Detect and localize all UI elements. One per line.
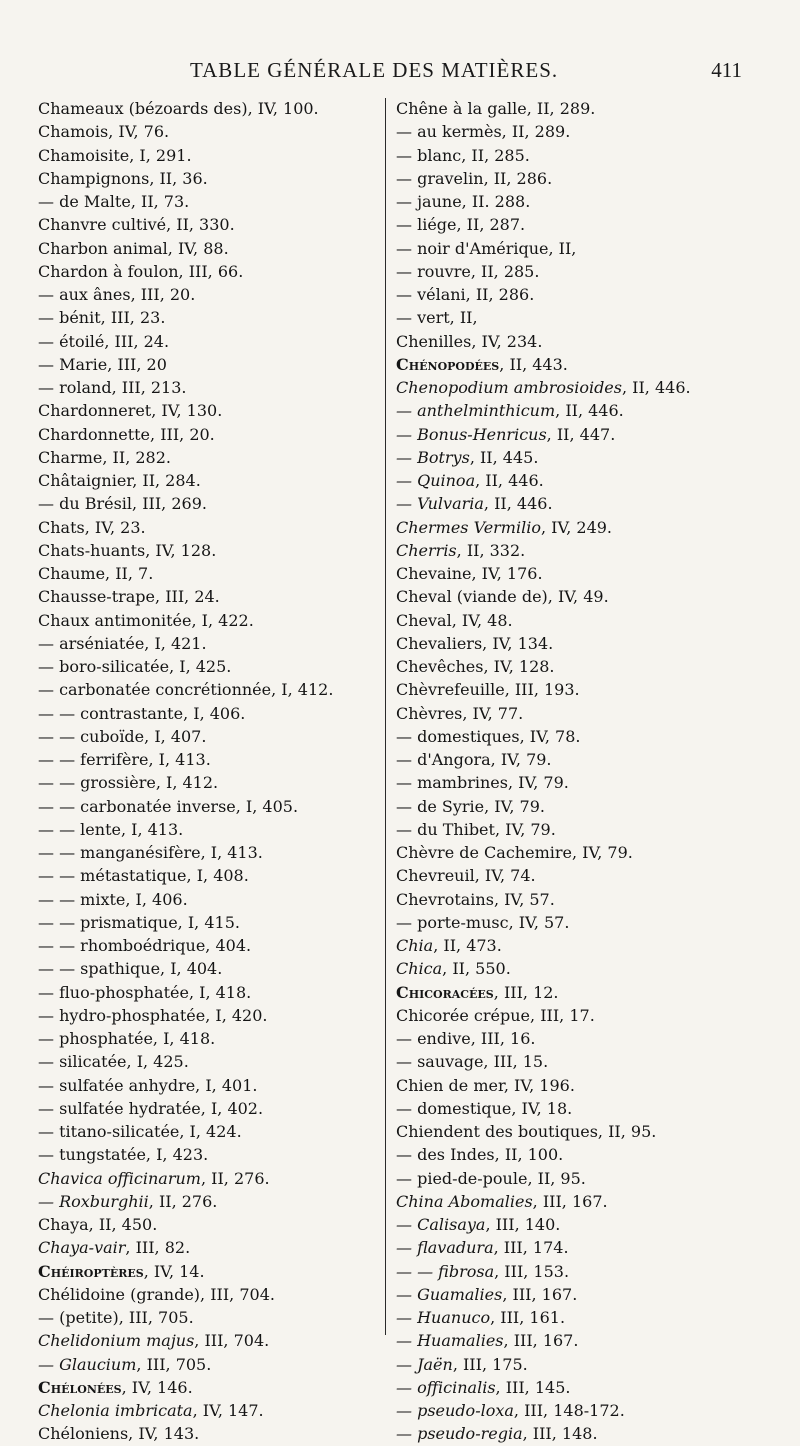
index-entry-term: — Calisaya: [396, 1215, 486, 1234]
index-entry-term: — Huamalies: [396, 1331, 504, 1351]
index-entry: [396, 492, 756, 515]
index-entry-term: Chia: [396, 936, 434, 955]
index-entry: [396, 1190, 756, 1213]
index-entry: — gravelin, II, 286.: [396, 168, 553, 188]
column-divider: [385, 98, 386, 1335]
index-entry: [38, 1236, 380, 1259]
index-entry-term: China Abomalies: [396, 1191, 533, 1211]
index-entry: [396, 1376, 756, 1399]
index-entry-reference: , II, 443.: [499, 354, 568, 374]
index-entry: [396, 376, 756, 399]
index-entry: — jaune, II. 288.: [396, 192, 531, 211]
index-entry-term: Chicoracées: [396, 982, 494, 1002]
index-entry: Chamois, IV, 76.: [38, 122, 170, 142]
index-entry: — — mixte, I, 406.: [38, 889, 188, 909]
index-entry: [396, 1422, 756, 1445]
index-entry-reference: , II, 447.: [546, 424, 616, 444]
index-entry: [396, 399, 756, 422]
index-entry: — Marie, III, 20: [38, 354, 167, 374]
index-entry: [38, 1190, 380, 1213]
index-entry-reference: , II, 446.: [483, 494, 553, 514]
index-entry: Cheval, IV, 48.: [396, 610, 513, 630]
index-entry: Chaux antimonitée, I, 422.: [38, 610, 254, 630]
index-entry: — arséniatée, I, 421.: [38, 633, 207, 653]
index-entry: — endive, III, 16.: [396, 1029, 536, 1048]
index-entry: [396, 1283, 756, 1306]
index-entry: — domestique, IV, 18.: [396, 1098, 573, 1118]
index-entry-term: — Bonus-Henricus: [396, 424, 547, 444]
index-entry: Chevêches, IV, 128.: [396, 657, 555, 676]
index-entry: [396, 539, 756, 562]
index-column-left: [38, 97, 380, 1446]
index-entry: Chèvrefeuille, III, 193.: [396, 680, 580, 700]
index-entry-reference: , III, 148-172.: [513, 1401, 625, 1420]
index-entry: — phosphatée, I, 418.: [38, 1029, 216, 1048]
index-entry: [396, 1306, 756, 1329]
index-entry: Chiendent des boutiques, II, 95.: [396, 1122, 657, 1141]
index-entry: [38, 1376, 380, 1399]
running-title: TABLE GÉNÉRALE DES MATIÈRES.: [190, 58, 559, 82]
index-entry: — porte-musc, IV, 57.: [396, 912, 570, 932]
index-entry-reference: , II, 550.: [442, 959, 511, 979]
index-entry: — — grossière, I, 412.: [38, 773, 219, 793]
index-entry: — pied-de-poule, II, 95.: [396, 1168, 586, 1188]
index-entry: [396, 1329, 756, 1352]
index-entry-term: — — fibrosa: [396, 1261, 495, 1281]
index-entry-reference: , III, 12.: [493, 982, 559, 1002]
index-entry-reference: , III, 705.: [136, 1354, 212, 1374]
index-entry: [396, 934, 756, 957]
index-entry: — liége, II, 287.: [396, 215, 526, 235]
index-entry: Charme, II, 282.: [38, 447, 171, 467]
index-entry: — aux ânes, III, 20.: [38, 285, 196, 304]
index-entry: — — contrastante, I, 406.: [38, 703, 246, 723]
index-entry: — — ferrifère, I, 413.: [38, 750, 211, 769]
index-entry: — sulfatée hydratée, I, 402.: [38, 1098, 264, 1118]
index-entry: — d'Angora, IV, 79.: [396, 750, 552, 769]
index-entry-reference: , IV, 146.: [121, 1377, 193, 1397]
index-entry: [396, 1260, 756, 1283]
index-entry: Chien de mer, IV, 196.: [396, 1075, 575, 1095]
index-entry: — rouvre, II, 285.: [396, 261, 540, 281]
index-entry: [396, 423, 756, 446]
index-entry-reference: , II, 446.: [555, 401, 624, 421]
index-entry: [38, 1260, 380, 1283]
index-entry-term: Chavica officinarum: [38, 1168, 201, 1188]
index-entry: — vert, II,: [396, 308, 478, 328]
index-entry: [396, 981, 756, 1004]
index-entry: Chats-huants, IV, 128.: [38, 540, 217, 560]
index-entry: — sulfatée anhydre, I, 401.: [38, 1075, 258, 1095]
index-entry: — sauvage, III, 15.: [396, 1052, 549, 1072]
index-entry: [396, 957, 756, 980]
index-entry-reference: , III, 167.: [532, 1191, 608, 1211]
index-entry: — silicatée, I, 425.: [38, 1052, 189, 1072]
index-entry-term: — Vulvaria: [396, 494, 484, 514]
index-entry-reference: , III, 161.: [490, 1308, 566, 1327]
index-entry: [396, 446, 756, 469]
index-entry-reference: , III, 153.: [494, 1261, 570, 1281]
index-entry-reference: , II, 276.: [148, 1191, 218, 1211]
index-entry: — roland, III, 213.: [38, 378, 187, 397]
index-entry: [396, 1213, 756, 1236]
index-entry-term: Chenopodium ambrosioides: [396, 378, 622, 397]
index-entry: — blanc, II, 285.: [396, 145, 530, 165]
index-entry-term: — pseudo-regia: [396, 1424, 523, 1444]
index-entry-term: — pseudo-loxa: [396, 1401, 514, 1420]
index-entry-term: — Guamalies: [396, 1284, 503, 1304]
index-entry-term: Chéiroptères: [38, 1261, 144, 1281]
index-entry: — domestiques, IV, 78.: [396, 726, 581, 746]
index-entry: [396, 1236, 756, 1259]
index-entry-reference: , III, 140.: [485, 1215, 561, 1234]
index-entry: — — rhomboédrique, 404.: [38, 936, 252, 955]
index-entry: — fluo-phosphatée, I, 418.: [38, 982, 252, 1002]
index-entry: [396, 1353, 756, 1376]
index-entry: [396, 469, 756, 492]
index-entry-reference: , II, 446.: [621, 378, 691, 397]
index-entry-term: Chaya-vair: [38, 1238, 126, 1258]
index-entry: Chèvres, IV, 77.: [396, 703, 524, 723]
index-entry: — — spathique, I, 404.: [38, 959, 223, 979]
index-entry: Chevaine, IV, 176.: [396, 564, 543, 583]
index-entry: — étoilé, III, 24.: [38, 331, 170, 351]
index-entry: Champignons, II, 36.: [38, 168, 208, 188]
index-entry: — tungstatée, I, 423.: [38, 1145, 209, 1165]
index-entry-reference: , III, 145.: [495, 1377, 571, 1397]
index-entry-reference: , II, 445.: [469, 447, 539, 467]
index-entry: — de Malte, II, 73.: [38, 192, 190, 211]
page-header: [0, 58, 800, 88]
index-entry: [396, 1399, 756, 1422]
index-entry: — bénit, III, 23.: [38, 308, 166, 328]
index-entry: — boro-silicatée, I, 425.: [38, 657, 232, 676]
index-entry: — — prismatique, I, 415.: [38, 912, 240, 932]
index-entry: [38, 1399, 380, 1422]
index-entry-term: — Quinoa: [396, 471, 476, 490]
index-entry: Chamoisite, I, 291.: [38, 145, 192, 165]
index-entry-reference: , IV, 147.: [192, 1401, 264, 1420]
index-entry: — du Brésil, III, 269.: [38, 494, 207, 514]
index-entry: — (petite), III, 705.: [38, 1308, 194, 1327]
index-entry: Châtaignier, II, 284.: [38, 471, 201, 490]
index-entry: Chevaliers, IV, 134.: [396, 633, 554, 653]
index-entry: Charbon animal, IV, 88.: [38, 238, 229, 258]
index-entry-reference: , IV, 249.: [540, 517, 613, 537]
index-column-right: [396, 97, 756, 1446]
index-entry-term: Cherris: [396, 540, 457, 560]
index-entry-term: Chelonia imbricata: [38, 1401, 193, 1420]
index-entry: Chardonneret, IV, 130.: [38, 401, 223, 421]
index-entry: — — métastatique, I, 408.: [38, 866, 249, 886]
index-entry-reference: , II, 446.: [475, 471, 544, 490]
index-entry: Chanvre cultivé, II, 330.: [38, 215, 235, 235]
index-entry-term: Chica: [396, 959, 443, 979]
index-entry-reference: , III, 167.: [502, 1284, 578, 1304]
index-entry: — — manganésifère, I, 413.: [38, 843, 263, 862]
index-entry-term: — Botrys: [396, 447, 470, 467]
index-entry-term: — Roxburghii: [38, 1191, 149, 1211]
index-entry: [38, 1329, 380, 1352]
index-entry: [396, 516, 756, 539]
index-entry: [38, 1353, 380, 1376]
index-entry: Chélidoine (grande), III, 704.: [38, 1284, 275, 1304]
index-entry-reference: , IV, 14.: [143, 1261, 205, 1281]
index-entry: Chameaux (bézoards des), IV, 100.: [38, 99, 319, 118]
index-entry-term: — flavadura: [396, 1238, 494, 1258]
index-entry: — noir d'Amérique, II,: [396, 238, 577, 258]
index-entry: Cheval (viande de), IV, 49.: [396, 587, 609, 607]
page-number: 411: [711, 58, 742, 82]
index-entry-reference: , III, 175.: [452, 1354, 528, 1374]
index-entry: — des Indes, II, 100.: [396, 1145, 564, 1165]
index-entry-term: — Huanuco: [396, 1308, 491, 1327]
index-entry-term: Chelidonium majus: [38, 1331, 195, 1351]
index-entry: Chardonnette, III, 20.: [38, 424, 215, 444]
index-entry: — — lente, I, 413.: [38, 819, 184, 839]
index-entry: — — cuboïde, I, 407.: [38, 726, 207, 746]
index-entry-term: — anthelminthicum: [396, 401, 556, 421]
index-entry: Chats, IV, 23.: [38, 517, 146, 537]
index-entry-reference: , III, 167.: [503, 1331, 579, 1351]
index-entry-reference: , III, 148.: [522, 1424, 598, 1444]
index-entry: Chausse-trape, III, 24.: [38, 587, 220, 607]
index-entry: — au kermès, II, 289.: [396, 122, 571, 142]
index-entry-term: — Jaën: [396, 1354, 453, 1374]
index-entry-term: Chélonées: [38, 1377, 122, 1397]
index-entry: Chêne à la galle, II, 289.: [396, 99, 596, 118]
index-entry: Chéloniens, IV, 143.: [38, 1424, 200, 1444]
index-entry: [38, 1167, 380, 1190]
index-entry: — vélani, II, 286.: [396, 285, 535, 304]
index-entry: — mambrines, IV, 79.: [396, 773, 569, 793]
index-entry: Chicorée crépue, III, 17.: [396, 1005, 595, 1025]
index-entry-reference: , III, 704.: [194, 1331, 270, 1351]
index-entry: Chardon à foulon, III, 66.: [38, 261, 244, 281]
index-entry: — titano-silicatée, I, 424.: [38, 1122, 242, 1141]
index-entry: Chevreuil, IV, 74.: [396, 866, 536, 886]
index-entry-reference: , III, 174.: [493, 1238, 569, 1258]
index-entry-term: — officinalis: [396, 1377, 496, 1397]
index-entry: — — carbonatée inverse, I, 405.: [38, 796, 299, 816]
index-entry: — du Thibet, IV, 79.: [396, 819, 556, 839]
index-entry: Chaume, II, 7.: [38, 564, 154, 583]
index-entry: Chaya, II, 450.: [38, 1215, 158, 1234]
index-entry-term: — Glaucium: [38, 1354, 137, 1374]
index-entry: [396, 353, 756, 376]
index-entry: Chenilles, IV, 234.: [396, 331, 543, 351]
index-entry: — carbonatée concrétionnée, I, 412.: [38, 680, 334, 700]
index-entry-term: Chénopodées: [396, 354, 500, 374]
index-entry-reference: , II, 276.: [200, 1168, 270, 1188]
index-entry: Chevrotains, IV, 57.: [396, 889, 555, 909]
index-entry-reference: , II, 473.: [433, 936, 502, 955]
index-entry: — de Syrie, IV, 79.: [396, 796, 545, 816]
index-entry: — hydro-phosphatée, I, 420.: [38, 1005, 268, 1025]
index-entry: Chèvre de Cachemire, IV, 79.: [396, 843, 633, 862]
index-entry-reference: , III, 82.: [125, 1238, 191, 1258]
index-entry-reference: , II, 332.: [456, 540, 526, 560]
index-entry-term: Chermes Vermilio: [396, 517, 541, 537]
